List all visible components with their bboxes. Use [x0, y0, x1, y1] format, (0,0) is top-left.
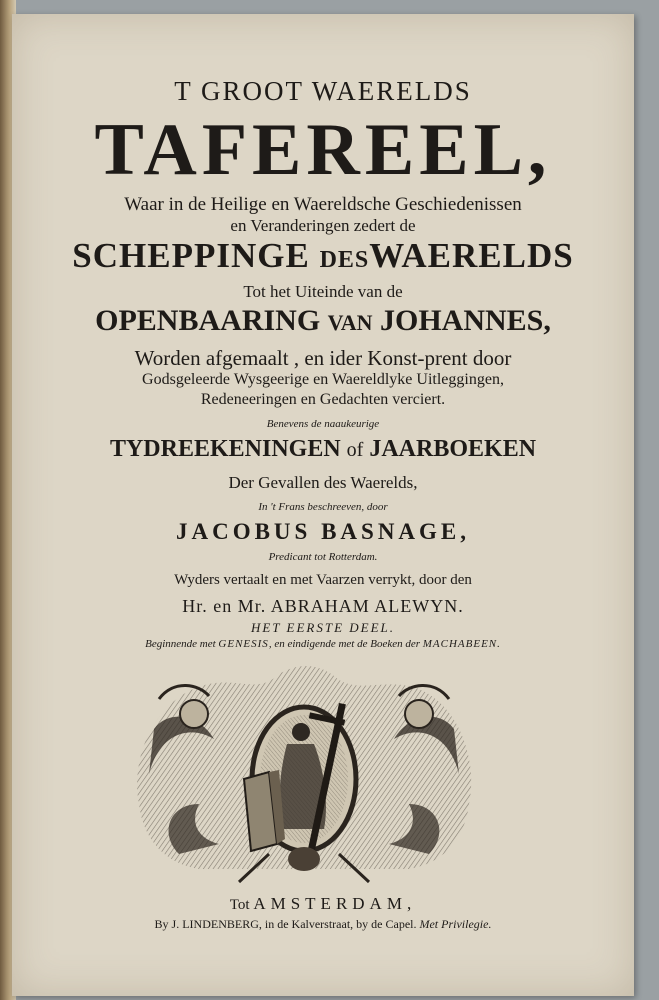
deel-line: HET EERSTE DEEL.: [250, 620, 396, 635]
tot-word: Tot: [229, 897, 250, 913]
right-cherub: [405, 700, 433, 728]
uiteinde-line: Tot het Uiteinde van de: [243, 282, 403, 301]
genesis-word: GENESIS: [218, 638, 269, 650]
engraved-vignette: [119, 654, 489, 889]
verciert-line: Redeneeringen en Gedachten verciert.: [200, 391, 446, 408]
scheppinge-line: [12, 236, 634, 276]
openbaaring-word: OPENBAARING: [95, 304, 321, 337]
privilegie-text: Met Privilegie.: [419, 917, 492, 931]
benevens-line: Benevens de naaukeurige: [266, 418, 380, 430]
title-page: [12, 14, 634, 996]
publisher-text: By J. LINDENBERG, in de Kalverstraat, by de Capel.: [154, 917, 417, 931]
scheppinge-word: SCHEPPINGE: [72, 236, 310, 275]
tydreekeningen-line: [12, 436, 634, 463]
beginnende-line: [12, 638, 634, 650]
imprint-city-line: [12, 894, 634, 914]
waerelds-word: WAERELDS: [369, 236, 574, 275]
subtitle-line-2: en Veranderingen zedert de: [230, 216, 416, 235]
author-name: JACOBUS BASNAGE,: [175, 519, 471, 544]
machabeen-word: MACHABEEN.: [422, 638, 501, 650]
jaarboeken-word: JAARBOEKEN: [369, 436, 537, 462]
amsterdam-word: AMSTERDAM,: [253, 894, 417, 913]
figure-head: [292, 723, 310, 741]
predicant-line: Predicant tot Rotterdam.: [268, 551, 378, 563]
uitleggingen-line: Godsgeleerde Wysgeerige en Waereldlyke Uitleggingen,: [142, 371, 504, 388]
frans-line: In 't Frans beschreeven, door: [258, 501, 388, 513]
beginnende-text: Beginnende met: [145, 638, 216, 650]
vertaalt-line: Wyders vertaalt en met Vaarzen verrykt, door den: [174, 572, 472, 588]
gevallen-line: Der Gevallen des Waerelds,: [228, 473, 418, 492]
van-word: VAN: [327, 310, 373, 335]
translator-name: Hr. en Mr. ABRAHAM ALEWYN.: [182, 596, 464, 616]
eindigende-text: , en eindigende met de Boeken der: [268, 638, 420, 650]
left-cherub: [180, 700, 208, 728]
subtitle-line-1: Waar in de Heilige en Waereldsche Geschiedenissen: [124, 194, 522, 215]
afgemaalt-line: Worden afgemaalt , en ider Konst-prent door: [134, 346, 512, 370]
of-word: of: [346, 439, 364, 461]
tydreekeningen-word: TYDREEKENINGEN: [109, 436, 341, 462]
bottom-mask: [288, 847, 320, 871]
openbaaring-line: [12, 304, 634, 338]
title-line-1: T GROOT WAERELDS: [174, 76, 472, 106]
des-word: DES: [319, 247, 370, 273]
johannes-word: JOHANNES,: [379, 304, 551, 337]
imprint-publisher-line: [12, 917, 634, 932]
main-title: TAFEREEL,: [94, 109, 552, 191]
vignette-illustration: [119, 654, 489, 889]
